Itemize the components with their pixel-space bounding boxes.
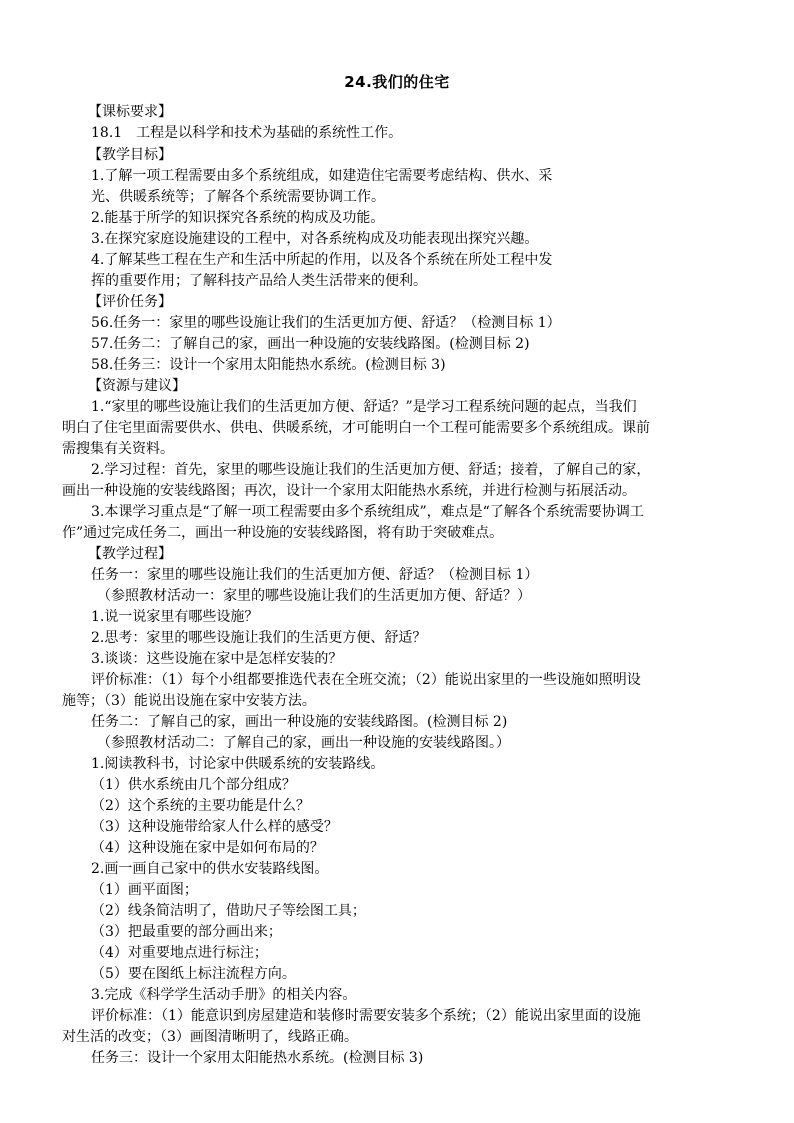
paragraph-line: 挥的重要作用；了解科技产品给人类生活带来的便利。 xyxy=(91,273,427,289)
paragraph-line: 需搜集有关资料。 xyxy=(62,441,174,457)
paragraph-line: （参照教材活动二：了解自己的家，画出一种设施的安装线路图。） xyxy=(97,735,510,751)
paragraph-line: 3.本课学习重点是“了解一项工程需要由多个系统组成”，难点是“了解各个系统需要协调工 xyxy=(91,504,644,520)
paragraph-line: 对生活的改变；（3）画图清晰明了，线路正确。 xyxy=(62,1029,358,1045)
paragraph-line: （5）要在图纸上标注流程方向。 xyxy=(91,966,296,982)
section-heading-process: 【教学过程】 xyxy=(88,546,172,562)
paragraph-line: 光、供暖系统等；了解各个系统需要协调工作。 xyxy=(91,189,385,205)
paragraph-line: 2.画一画自己家中的供水安装路线图。 xyxy=(91,861,329,877)
paragraph-line: 任务二：了解自己的家，画出一种设施的安装线路图。(检测目标 2) xyxy=(91,714,508,730)
paragraph-line: 任务一：家里的哪些设施让我们的生活更加方便、舒适？（检测目标 1） xyxy=(91,567,539,583)
paragraph-line: 2.学习过程：首先，家里的哪些设施让我们的生活更加方便、舒适；接着，了解自己的家， xyxy=(91,462,651,478)
paragraph-line: 3.完成《科学学生活动手册》的相关内容。 xyxy=(91,987,357,1003)
paragraph-line: 施等；（3）能说出设施在家中安装方法。 xyxy=(62,693,316,709)
paragraph-line: （1）画平面图； xyxy=(91,882,198,898)
paragraph-line: 评价标准：（1）每个小组都要推选代表在全班交流；（2）能说出家里的一些设施如照明设 xyxy=(91,672,641,688)
paragraph-line: （4）对重要地点进行标注； xyxy=(91,945,268,961)
section-heading-resources: 【资源与建议】 xyxy=(88,378,186,394)
paragraph-line: 1.说一说家里有哪些设施？ xyxy=(91,609,259,625)
paragraph-line: 评价标准：（1）能意识到房屋建造和装修时需要安装多个系统；（2）能说出家里面的设施 xyxy=(91,1008,641,1024)
section-heading-assessment: 【评价任务】 xyxy=(88,294,172,310)
paragraph-line: 3.谈谈：这些设施在家中是怎样安装的？ xyxy=(91,651,343,667)
paragraph-line: 2.思考：家里的哪些设施让我们的生活更方便、舒适？ xyxy=(91,630,427,646)
paragraph-line: 58.任务三：设计一个家用太阳能热水系统。(检测目标 3) xyxy=(91,357,446,373)
paragraph-line: 1.阅读教科书，讨论家中供暖系统的安装路线。 xyxy=(91,756,385,772)
paragraph-line: （2）这个系统的主要功能是什么？ xyxy=(91,798,310,814)
paragraph-line: 3.在探究家庭设施建设的工程中，对各系统构成及功能表现出探究兴趣。 xyxy=(91,231,539,247)
paragraph-line: 1.“家里的哪些设施让我们的生活更加方便、舒适？”是学习工程系统问题的起点，当我们 xyxy=(91,399,637,415)
paragraph-line: 57.任务二：了解自己的家，画出一种设施的安装线路图。(检测目标 2) xyxy=(91,336,530,352)
paragraph-line: （4）这种设施在家中是如何布局的？ xyxy=(91,840,324,856)
paragraph-line: （3）这种设施带给家人什么样的感受？ xyxy=(91,819,338,835)
paragraph-line: 2.能基于所学的知识探究各系统的构成及功能。 xyxy=(91,210,385,226)
paragraph-line: 4.了解某些工程在生产和生活中所起的作用，以及各个系统在所处工程中发 xyxy=(91,252,553,268)
paragraph-line: 56.任务一：家里的哪些设施让我们的生活更加方便、舒适？（检测目标 1） xyxy=(91,315,561,331)
paragraph-line: 画出一种设施的安装线路图；再次，设计一个家用太阳能热水系统，并进行检测与拓展活动。 xyxy=(62,483,636,499)
paragraph-line: （3）把最重要的部分画出来； xyxy=(91,924,282,940)
paragraph-line: （2）线条简洁明了，借助尺子等绘图工具； xyxy=(91,903,366,919)
paragraph-line: 18.1 工程是以科学和技术为基础的系统性工作。 xyxy=(91,125,403,141)
section-heading-objectives: 【教学目标】 xyxy=(88,147,172,163)
paragraph-line: 1.了解一项工程需要由多个系统组成，如建造住宅需要考虑结构、供水、采 xyxy=(91,168,553,184)
document-title: 24.我们的住宅 xyxy=(344,73,450,91)
paragraph-line: 任务三：设计一个家用太阳能热水系统。(检测目标 3) xyxy=(91,1050,424,1066)
paragraph-line: （参照教材活动一：家里的哪些设施让我们的生活更加方便、舒适？） xyxy=(97,588,531,604)
paragraph-line: 作”通过完成任务二，画出一种设施的安装线路图，将有助于突破难点。 xyxy=(62,525,504,541)
paragraph-line: 明白了住宅里面需要供水、供电、供暖系统，才可能明白一个工程可能需要多个系统组成。课前 xyxy=(62,420,650,436)
section-heading-curriculum: 【课标要求】 xyxy=(88,104,172,120)
paragraph-line: （1）供水系统由几个部分组成？ xyxy=(91,777,296,793)
